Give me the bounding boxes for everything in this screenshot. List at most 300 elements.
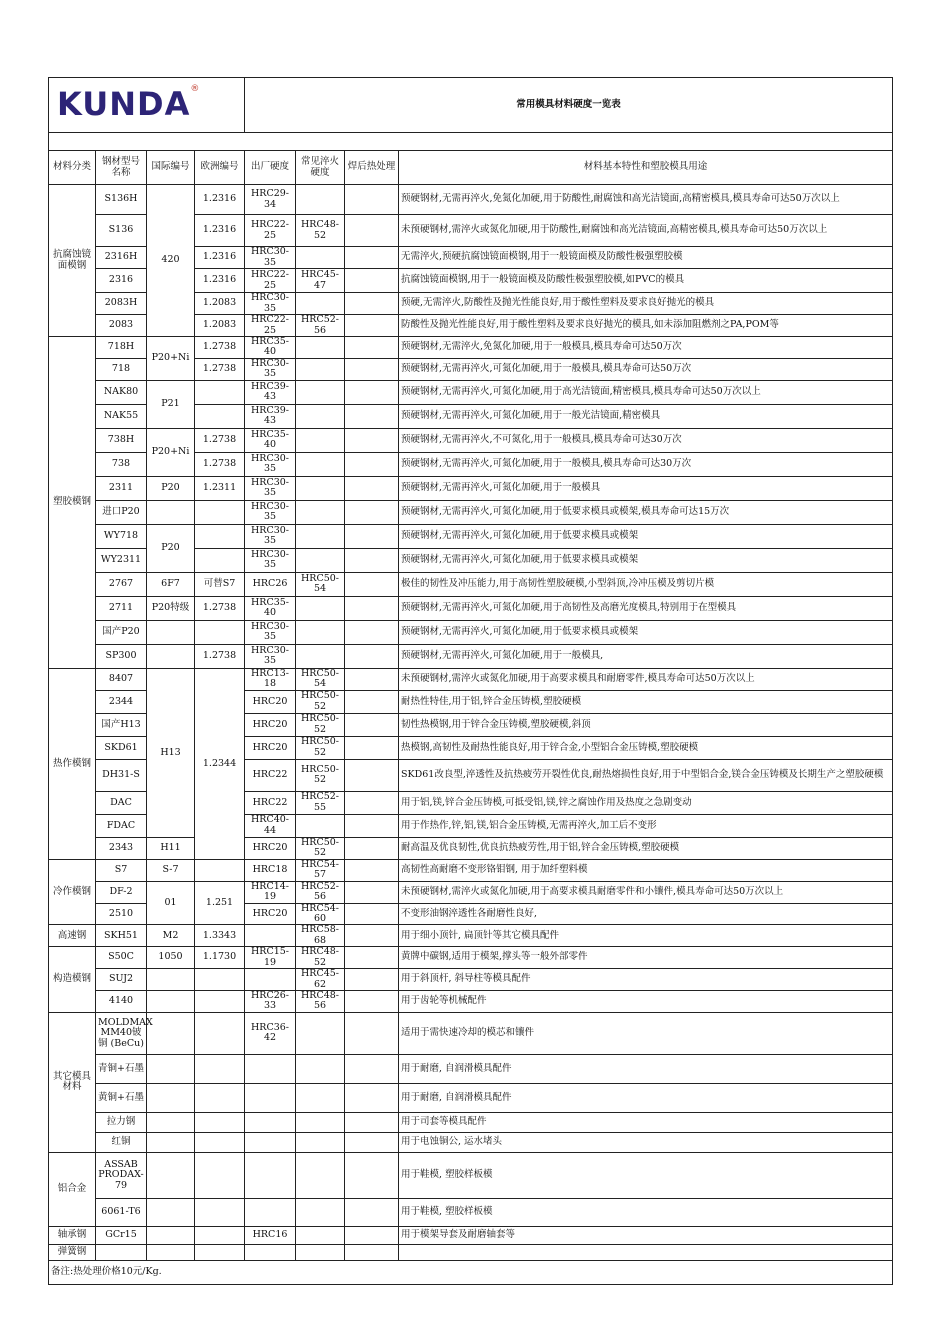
desc-cell: 预硬钢材,无需再淬火,可氮化加硬,用于低要求模具或模架 xyxy=(399,620,893,644)
weld-cell xyxy=(345,1226,399,1244)
grade-cell: WY2311 xyxy=(96,548,147,572)
weld-cell xyxy=(345,1083,399,1112)
grade-cell: NAK80 xyxy=(96,380,147,404)
desc-cell: 预硬钢材,无需淬火,免氮化加硬,用于一般模具,模具寿命可达50万次 xyxy=(399,337,893,359)
grade-cell: DAC xyxy=(96,791,147,814)
intl-group-p20ni-b: P20+Ni xyxy=(147,428,195,476)
hardness-cell: HRC30-35 xyxy=(245,524,296,548)
weld-cell xyxy=(345,404,399,428)
category-aluminum: 铝合金 xyxy=(49,1152,96,1226)
grade-cell: 2711 xyxy=(96,596,147,620)
grade-cell: SUJ2 xyxy=(96,969,147,991)
weld-cell xyxy=(345,1132,399,1152)
kunda-logo: KUNDA ® xyxy=(57,84,201,124)
eu-cell: 1.2316 xyxy=(195,215,245,247)
quench-cell: HRC48-56 xyxy=(296,991,345,1013)
desc-cell: 预硬钢材,无需再淬火,可氮化加硬,用于一般模具, xyxy=(399,644,893,668)
desc-cell: 用于细小顶针, 扁顶针等其它模具配件 xyxy=(399,925,893,947)
hardness-cell: HRC15-19 xyxy=(245,947,296,969)
grade-cell: 国产P20 xyxy=(96,620,147,644)
eu-cell: 1.2738 xyxy=(195,337,245,359)
quench-cell xyxy=(296,404,345,428)
desc-cell: 用于耐磨, 自润滑模具配件 xyxy=(399,1054,893,1083)
quench-cell xyxy=(296,337,345,359)
intl-cell xyxy=(147,1112,195,1132)
eu-cell xyxy=(195,1132,245,1152)
grade-cell: 718H xyxy=(96,337,147,359)
eu-cell: 1.2083 xyxy=(195,293,245,315)
intl-cell xyxy=(147,1244,195,1260)
quench-cell: HRC50-52 xyxy=(296,736,345,759)
quench-cell: HRC50-52 xyxy=(296,690,345,713)
eu-cell xyxy=(195,1112,245,1132)
desc-cell: 耐热性特佳,用于铝,锌合金压铸模,塑胶硬模 xyxy=(399,690,893,713)
weld-cell xyxy=(345,293,399,315)
intl-cell xyxy=(147,500,195,524)
grade-cell xyxy=(96,1244,147,1260)
desc-cell: 用于模架导套及耐磨轴套等 xyxy=(399,1226,893,1244)
desc-cell: 用于耐磨, 自润滑模具配件 xyxy=(399,1083,893,1112)
weld-cell xyxy=(345,524,399,548)
intl-cell xyxy=(147,1226,195,1244)
weld-cell xyxy=(345,1112,399,1132)
grade-cell: 拉力钢 xyxy=(96,1112,147,1132)
grade-cell: GCr15 xyxy=(96,1226,147,1244)
desc-cell: 无需淬火,预硬抗腐蚀镜面模钢,用于一般镜面模及防酸性极强塑胶模 xyxy=(399,247,893,269)
grade-cell: 2344 xyxy=(96,690,147,713)
eu-cell xyxy=(195,1152,245,1198)
eu-cell xyxy=(195,859,245,881)
grade-cell: S136 xyxy=(96,215,147,247)
category-hotwork: 热作模钢 xyxy=(49,668,96,859)
weld-cell xyxy=(345,185,399,215)
desc-cell: 预硬钢材,无需再淬火,可氮化加硬,用于低要求模具或模架 xyxy=(399,548,893,572)
hardness-cell: HRC30-35 xyxy=(245,476,296,500)
eu-cell xyxy=(195,1083,245,1112)
hardness-cell: HRC35-40 xyxy=(245,596,296,620)
grade-cell: 2083 xyxy=(96,315,147,337)
hardness-cell: HRC22-25 xyxy=(245,269,296,293)
intl-group-p20ni: P20+Ni xyxy=(147,337,195,381)
quench-cell: HRC50-52 xyxy=(296,713,345,736)
weld-cell xyxy=(345,668,399,690)
intl-cell xyxy=(147,969,195,991)
intl-cell xyxy=(147,1198,195,1226)
grade-cell: S7 xyxy=(96,859,147,881)
hardness-cell: HRC13-18 xyxy=(245,668,296,690)
hardness-cell xyxy=(245,1244,296,1260)
weld-cell xyxy=(345,428,399,452)
hardness-cell xyxy=(245,969,296,991)
eu-cell xyxy=(195,548,245,572)
hardness-cell: HRC30-35 xyxy=(245,452,296,476)
quench-cell xyxy=(296,185,345,215)
grade-cell: MOLDMAX MM40铍铜 (BeCu) xyxy=(96,1012,147,1054)
desc-cell: 耐高温及优良韧性,优良抗热疲劳性,用于铝,锌合金压铸模,塑胶硬模 xyxy=(399,837,893,859)
intl-group-p21: P21 xyxy=(147,380,195,428)
hardness-cell: HRC29-34 xyxy=(245,185,296,215)
hardness-cell: HRC30-35 xyxy=(245,293,296,315)
quench-cell xyxy=(296,596,345,620)
intl-cell xyxy=(147,1152,195,1198)
weld-cell xyxy=(345,837,399,859)
hardness-cell: HRC30-35 xyxy=(245,247,296,269)
grade-cell: ASSAB PRODAX-79 xyxy=(96,1152,147,1198)
desc-cell: 预硬钢材,无需再淬火,可氮化加硬,用于一般模具,模具寿命可达30万次 xyxy=(399,452,893,476)
weld-cell xyxy=(345,1244,399,1260)
quench-cell: HRC48-52 xyxy=(296,947,345,969)
hardness-cell: HRC26 xyxy=(245,572,296,596)
footnote: 备注:热处理价格10元/Kg. xyxy=(49,1260,893,1284)
desc-cell: 极佳的韧性及冲压能力,用于高韧性塑胶硬模,小型斜顶,冷冲压模及剪切片模 xyxy=(399,572,893,596)
grade-cell: 进口P20 xyxy=(96,500,147,524)
grade-cell: 红铜 xyxy=(96,1132,147,1152)
weld-cell xyxy=(345,991,399,1013)
hardness-cell: HRC39-43 xyxy=(245,404,296,428)
eu-cell xyxy=(195,380,245,404)
grade-cell: 6061-T6 xyxy=(96,1198,147,1226)
quench-cell xyxy=(296,358,345,380)
weld-cell xyxy=(345,620,399,644)
category-coldwork: 冷作模钢 xyxy=(49,859,96,925)
grade-cell: S136H xyxy=(96,185,147,215)
weld-cell xyxy=(345,1152,399,1198)
header-category: 材料分类 xyxy=(49,151,96,185)
grade-cell: DF-2 xyxy=(96,881,147,903)
category-bearing: 轴承钢 xyxy=(49,1226,96,1244)
category-other: 其它模具材料 xyxy=(49,1012,96,1152)
desc-cell: 未预硬钢材,需淬火或氮化加硬,用于防酸性,耐腐蚀和高光洁镜面,高精密模具,模具寿命可达50万次以上 xyxy=(399,215,893,247)
hardness-cell: HRC16 xyxy=(245,1226,296,1244)
hardness-table xyxy=(48,77,893,1285)
weld-cell xyxy=(345,859,399,881)
desc-cell: 预硬钢材,无需再淬火,可氮化加硬,用于低要求模具或模架 xyxy=(399,524,893,548)
quench-cell xyxy=(296,1012,345,1054)
desc-cell: 适用于需快速冷却的模芯和镶件 xyxy=(399,1012,893,1054)
desc-cell: 用于铝,镁,锌合金压铸模,可抵受铝,镁,锌之腐蚀作用及热度之急剧变动 xyxy=(399,791,893,814)
grade-cell: 738H xyxy=(96,428,147,452)
hardness-cell: HRC22-25 xyxy=(245,215,296,247)
grade-cell: 2311 xyxy=(96,476,147,500)
grade-cell: 2316H xyxy=(96,247,147,269)
weld-cell xyxy=(345,337,399,359)
weld-cell xyxy=(345,759,399,791)
grade-cell: 2316 xyxy=(96,269,147,293)
weld-cell xyxy=(345,925,399,947)
quench-cell xyxy=(296,620,345,644)
eu-cell: 1.1730 xyxy=(195,947,245,969)
quench-cell xyxy=(296,1132,345,1152)
desc-cell: 黄牌中碳钢,适用于模架,撑头等一般外部零件 xyxy=(399,947,893,969)
quench-cell: HRC50-52 xyxy=(296,837,345,859)
quench-cell xyxy=(296,1244,345,1260)
header-grade: 钢材型号名称 xyxy=(96,151,147,185)
quench-cell: HRC52-55 xyxy=(296,791,345,814)
eu-cell xyxy=(195,1012,245,1054)
intl-cell: H11 xyxy=(147,837,195,859)
hardness-cell xyxy=(245,1083,296,1112)
weld-cell xyxy=(345,644,399,668)
weld-cell xyxy=(345,572,399,596)
grade-cell: 2343 xyxy=(96,837,147,859)
grade-cell: 黄铜+石墨 xyxy=(96,1083,147,1112)
quench-cell: HRC52-56 xyxy=(296,315,345,337)
desc-cell: 预硬钢材,无需再淬火,可氮化加硬,用于一般光洁镜面,精密模具 xyxy=(399,404,893,428)
eu-cell: 1.3343 xyxy=(195,925,245,947)
desc-cell: 用于鞋模, 塑胶样板模 xyxy=(399,1152,893,1198)
grade-cell: 718 xyxy=(96,358,147,380)
eu-cell: 1.2738 xyxy=(195,596,245,620)
quench-cell: HRC50-54 xyxy=(296,668,345,690)
quench-cell xyxy=(296,644,345,668)
intl-cell xyxy=(147,1012,195,1054)
weld-cell xyxy=(345,358,399,380)
desc-cell: 防酸性及抛光性能良好,用于酸性塑料及要求良好抛光的模具,如未添加阻燃剂之PA,POM等 xyxy=(399,315,893,337)
grade-cell: 国产H13 xyxy=(96,713,147,736)
intl-cell xyxy=(147,620,195,644)
intl-group-p20: P20 xyxy=(147,524,195,572)
quench-cell: HRC54-57 xyxy=(296,859,345,881)
quench-cell xyxy=(296,1054,345,1083)
eu-cell xyxy=(195,524,245,548)
header-desc: 材料基本特性和塑胶模具用途 xyxy=(399,151,893,185)
desc-cell: 未预硬钢材,需淬火或氮化加硬,用于高要求模具和耐磨零件,模具寿命可达50万次以上 xyxy=(399,668,893,690)
quench-cell xyxy=(296,814,345,837)
spacer-row xyxy=(49,133,893,151)
desc-cell: 未预硬钢材,需淬火或氮化加硬,用于高要求模具耐磨零件和小镶件,模具寿命可达50万次以上 xyxy=(399,881,893,903)
eu-cell: 1.2738 xyxy=(195,428,245,452)
hardness-cell: HRC35-40 xyxy=(245,428,296,452)
weld-cell xyxy=(345,596,399,620)
hardness-cell: HRC20 xyxy=(245,837,296,859)
weld-cell xyxy=(345,247,399,269)
desc-cell: 热模钢,高韧性及耐热性能良好,用于锌合金,小型铝合金压铸模,塑胶硬模 xyxy=(399,736,893,759)
category-spring: 弹簧钢 xyxy=(49,1244,96,1260)
quench-cell xyxy=(296,1226,345,1244)
grade-cell: NAK55 xyxy=(96,404,147,428)
grade-cell: 8407 xyxy=(96,668,147,690)
desc-cell xyxy=(399,1244,893,1260)
hardness-cell: HRC30-35 xyxy=(245,620,296,644)
grade-cell: 738 xyxy=(96,452,147,476)
eu-cell xyxy=(195,500,245,524)
hardness-cell: HRC22-25 xyxy=(245,315,296,337)
quench-cell xyxy=(296,1083,345,1112)
weld-cell xyxy=(345,269,399,293)
desc-cell: 预硬,无需淬火,防酸性及抛光性能良好,用于酸性塑料及要求良好抛光的模具 xyxy=(399,293,893,315)
intl-cell: P20特级 xyxy=(147,596,195,620)
quench-cell: HRC45-62 xyxy=(296,969,345,991)
eu-cell: 1.2316 xyxy=(195,185,245,215)
page-title: 常用模具材料硬度一览表 xyxy=(245,78,893,133)
eu-cell: 可替S7 xyxy=(195,572,245,596)
intl-cell xyxy=(147,991,195,1013)
hardness-cell xyxy=(245,1152,296,1198)
desc-cell: 用于电蚀铜公, 运水堵头 xyxy=(399,1132,893,1152)
hardness-cell xyxy=(245,1132,296,1152)
weld-cell xyxy=(345,791,399,814)
quench-cell xyxy=(296,293,345,315)
grade-cell: SP300 xyxy=(96,644,147,668)
quench-cell: HRC48-52 xyxy=(296,215,345,247)
intl-cell: P20 xyxy=(147,476,195,500)
weld-cell xyxy=(345,814,399,837)
hardness-cell xyxy=(245,1112,296,1132)
hardness-cell: HRC14-19 xyxy=(245,881,296,903)
desc-cell: SKD61改良型,淬透性及抗热疲劳开裂性优良,耐热熔损性良好,用于中型铝合金,镁合金压铸模及长期生产之塑胶硬模 xyxy=(399,759,893,791)
hardness-cell: HRC22 xyxy=(245,759,296,791)
intl-cell xyxy=(147,1083,195,1112)
eu-cell xyxy=(195,991,245,1013)
logo-cell xyxy=(49,78,245,133)
hardness-cell: HRC20 xyxy=(245,690,296,713)
desc-cell: 预硬钢材,无需再淬火,免氮化加硬,用于防酸性,耐腐蚀和高光洁镜面,高精密模具,模具寿命可达50万次以上 xyxy=(399,185,893,215)
quench-cell: HRC58-68 xyxy=(296,925,345,947)
weld-cell xyxy=(345,1198,399,1226)
intl-cell xyxy=(147,1054,195,1083)
eu-cell: 1.2738 xyxy=(195,452,245,476)
quench-cell xyxy=(296,1112,345,1132)
hardness-cell: HRC35-40 xyxy=(245,337,296,359)
hardness-cell: HRC18 xyxy=(245,859,296,881)
weld-cell xyxy=(345,380,399,404)
quench-cell xyxy=(296,1198,345,1226)
eu-group-1251: 1.251 xyxy=(195,881,245,925)
intl-cell: M2 xyxy=(147,925,195,947)
desc-cell: 用于斜顶杆, 斜导柱等模具配件 xyxy=(399,969,893,991)
weld-cell xyxy=(345,315,399,337)
weld-cell xyxy=(345,736,399,759)
hardness-cell: HRC20 xyxy=(245,736,296,759)
hardness-cell xyxy=(245,1054,296,1083)
header-eu: 欧洲编号 xyxy=(195,151,245,185)
grade-cell: SKH51 xyxy=(96,925,147,947)
hardness-cell: HRC36-42 xyxy=(245,1012,296,1054)
grade-cell: 4140 xyxy=(96,991,147,1013)
eu-cell xyxy=(195,1226,245,1244)
hardness-cell: HRC30-35 xyxy=(245,548,296,572)
eu-cell: 1.2316 xyxy=(195,247,245,269)
hardness-cell: HRC30-35 xyxy=(245,358,296,380)
intl-cell xyxy=(147,644,195,668)
weld-cell xyxy=(345,500,399,524)
weld-cell xyxy=(345,969,399,991)
grade-cell: S50C xyxy=(96,947,147,969)
grade-cell: FDAC xyxy=(96,814,147,837)
eu-cell: 1.2316 xyxy=(195,269,245,293)
eu-group-12344: 1.2344 xyxy=(195,668,245,859)
category-structural: 构造模钢 xyxy=(49,947,96,1013)
weld-cell xyxy=(345,452,399,476)
grade-cell: 2083H xyxy=(96,293,147,315)
grade-cell: 青铜+石墨 xyxy=(96,1054,147,1083)
header-hardness: 出厂硬度 xyxy=(245,151,296,185)
desc-cell: 用于作热作,锌,铝,镁,铝合金压铸模,无需再淬火,加工后不变形 xyxy=(399,814,893,837)
desc-cell: 用于鞋模, 塑胶样板模 xyxy=(399,1198,893,1226)
desc-cell: 预硬钢材,无需再淬火,可氮化加硬,用于高光洁镜面,精密模具,模具寿命可达50万次以上 xyxy=(399,380,893,404)
hardness-cell: HRC20 xyxy=(245,713,296,736)
category-corrosion: 抗腐蚀镜面模钢 xyxy=(49,185,96,337)
weld-cell xyxy=(345,215,399,247)
grade-cell: DH31-S xyxy=(96,759,147,791)
intl-cell: 6F7 xyxy=(147,572,195,596)
hardness-cell: HRC22 xyxy=(245,791,296,814)
grade-cell: 2767 xyxy=(96,572,147,596)
quench-cell xyxy=(296,500,345,524)
desc-cell: 预硬钢材,无需再淬火,可氮化加硬,用于一般模具 xyxy=(399,476,893,500)
quench-cell xyxy=(296,380,345,404)
eu-cell xyxy=(195,404,245,428)
desc-cell: 不变形油钢淬透性各耐磨性良好, xyxy=(399,903,893,925)
desc-cell: 预硬钢材,无需再淬火,不可氮化,用于一般模具,模具寿命可达30万次 xyxy=(399,428,893,452)
quench-cell: HRC54-60 xyxy=(296,903,345,925)
desc-cell: 预硬钢材,无需再淬火,可氮化加硬,用于高韧性及高磨光度模具,特别用于在型模具 xyxy=(399,596,893,620)
desc-cell: 抗腐蚀镜面模钢,用于一般镜面模及防酸性极强塑胶模,如PVC的模具 xyxy=(399,269,893,293)
category-plastic: 塑胶模钢 xyxy=(49,337,96,669)
eu-cell xyxy=(195,620,245,644)
quench-cell: HRC50-54 xyxy=(296,572,345,596)
hardness-cell xyxy=(245,925,296,947)
quench-cell xyxy=(296,452,345,476)
intl-cell xyxy=(147,1132,195,1152)
eu-cell xyxy=(195,1054,245,1083)
weld-cell xyxy=(345,548,399,572)
quench-cell xyxy=(296,524,345,548)
eu-cell: 1.2311 xyxy=(195,476,245,500)
eu-cell: 1.2738 xyxy=(195,644,245,668)
weld-cell xyxy=(345,713,399,736)
desc-cell: 高韧性高耐磨不变形铬钼钢, 用于加纤塑料模 xyxy=(399,859,893,881)
quench-cell: HRC52-56 xyxy=(296,881,345,903)
quench-cell xyxy=(296,1152,345,1198)
eu-cell xyxy=(195,1244,245,1260)
quench-cell: HRC50-52 xyxy=(296,759,345,791)
desc-cell: 用于司套等模具配件 xyxy=(399,1112,893,1132)
weld-cell xyxy=(345,690,399,713)
category-highspeed: 高速钢 xyxy=(49,925,96,947)
header-weld: 焊后热处理 xyxy=(345,151,399,185)
hardness-cell: HRC20 xyxy=(245,903,296,925)
weld-cell xyxy=(345,903,399,925)
desc-cell: 用于齿轮等机械配件 xyxy=(399,991,893,1013)
quench-cell xyxy=(296,476,345,500)
quench-cell xyxy=(296,548,345,572)
intl-group-h13: H13 xyxy=(147,668,195,837)
hardness-cell: HRC30-35 xyxy=(245,500,296,524)
hardness-cell: HRC26-33 xyxy=(245,991,296,1013)
eu-cell xyxy=(195,969,245,991)
weld-cell xyxy=(345,1012,399,1054)
quench-cell: HRC45-47 xyxy=(296,269,345,293)
hardness-cell: HRC40-44 xyxy=(245,814,296,837)
quench-cell xyxy=(296,428,345,452)
desc-cell: 预硬钢材,无需再淬火,可氮化加硬,用于低要求模具或模架,模具寿命可达15万次 xyxy=(399,500,893,524)
grade-cell: SKD61 xyxy=(96,736,147,759)
eu-cell xyxy=(195,1198,245,1226)
weld-cell xyxy=(345,1054,399,1083)
intl-group-420: 420 xyxy=(147,185,195,337)
quench-cell xyxy=(296,247,345,269)
weld-cell xyxy=(345,881,399,903)
eu-cell: 1.2738 xyxy=(195,358,245,380)
intl-cell: 1050 xyxy=(147,947,195,969)
grade-cell: 2510 xyxy=(96,903,147,925)
hardness-cell xyxy=(245,1198,296,1226)
grade-cell: WY718 xyxy=(96,524,147,548)
header-quench: 常见淬火硬度 xyxy=(296,151,345,185)
desc-cell: 预硬钢材,无需再淬火,可氮化加硬,用于一般模具,模具寿命可达50万次 xyxy=(399,358,893,380)
intl-group-01: 01 xyxy=(147,881,195,925)
